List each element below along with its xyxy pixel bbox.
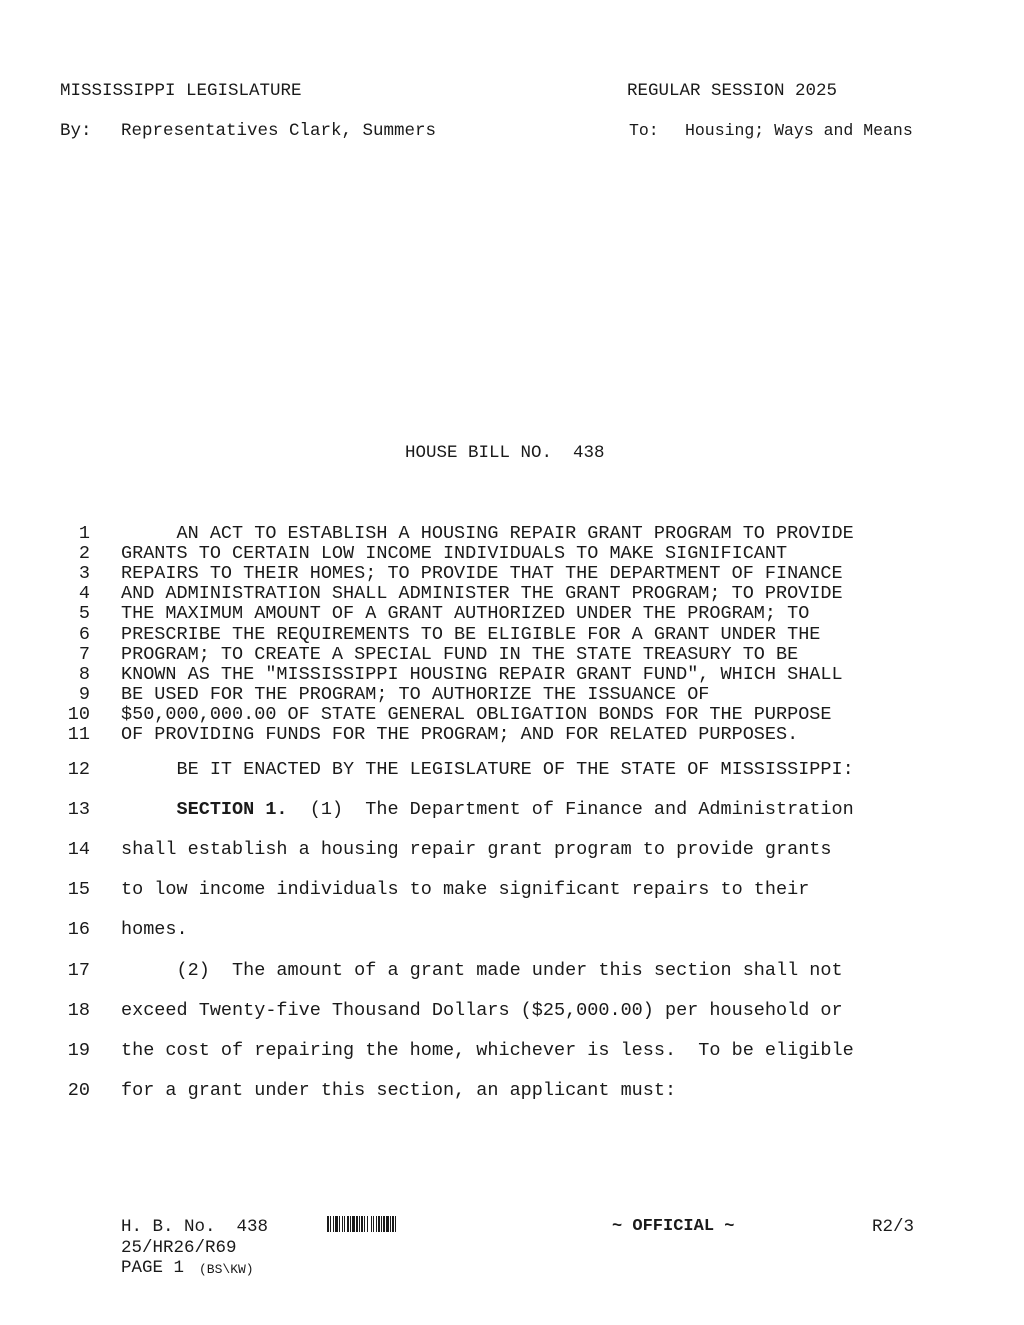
text-line: $50,000,000.00 OF STATE GENERAL OBLIGATION BONDS FOR THE PURPOSE	[121, 703, 832, 725]
line-number: 13	[67, 799, 90, 821]
line-number: 9	[78, 683, 90, 705]
text-line: GRANTS TO CERTAIN LOW INCOME INDIVIDUALS TO MAKE SIGNIFICANT	[121, 543, 788, 565]
line-number: 10	[67, 703, 90, 725]
line-number: 12	[67, 759, 90, 780]
text-line: REPAIRS TO THEIR HOMES; TO PROVIDE THAT THE DEPARTMENT OF FINANCE	[121, 563, 843, 585]
page-number: PAGE 1	[121, 1258, 185, 1278]
line-number: 2	[78, 543, 90, 565]
text-line	[121, 799, 854, 820]
line-number: 7	[78, 643, 90, 665]
text-line: PROGRAM; TO CREATE A SPECIAL FUND IN THE STATE TREASURY TO BE	[121, 643, 799, 665]
line-number: 1	[78, 523, 90, 544]
legislature-name: MISSISSIPPI LEGISLATURE	[60, 81, 302, 101]
line-number: 5	[78, 603, 90, 625]
line-number: 18	[67, 999, 90, 1021]
line-number: 15	[67, 879, 90, 901]
text-line: AND ADMINISTRATION SHALL ADMINISTER THE GRANT PROGRAM; TO PROVIDE	[121, 583, 843, 605]
committees: Housing; Ways and Means	[685, 121, 913, 140]
text-line: to low income individuals to make significant repairs to their	[121, 879, 810, 901]
by-label: By:	[60, 121, 92, 141]
text-line: homes.	[121, 919, 188, 941]
text-line: KNOWN AS THE "MISSISSIPPI HOUSING REPAIR GRANT FUND", WHICH SHALL	[121, 663, 843, 685]
line-number: 11	[67, 724, 90, 745]
line-text: (1) The Department of Finance and Administration	[287, 799, 854, 821]
text-line: for a grant under this section, an applicant must:	[121, 1079, 677, 1101]
text-line: BE IT ENACTED BY THE LEGISLATURE OF THE STATE OF MISSISSIPPI:	[121, 759, 854, 780]
sponsors: Representatives Clark, Summers	[121, 121, 437, 141]
version-label: R2/3	[872, 1217, 915, 1237]
line-number: 8	[78, 663, 90, 685]
drafter-initials: (BS\KW)	[199, 1262, 254, 1277]
text-line: AN ACT TO ESTABLISH A HOUSING REPAIR GRANT PROGRAM TO PROVIDE	[121, 523, 854, 544]
line-number: 16	[67, 919, 90, 941]
text-line: THE MAXIMUM AMOUNT OF A GRANT AUTHORIZED UNDER THE PROGRAM; TO	[121, 603, 810, 625]
line-number: 20	[67, 1079, 90, 1101]
section-heading: SECTION 1.	[176, 799, 288, 821]
text-line: exceed Twenty-five Thousand Dollars ($25,000.00) per household or	[121, 999, 843, 1021]
text-line: the cost of repairing the home, whichever is less. To be eligible	[121, 1039, 854, 1061]
to-label: To:	[629, 121, 659, 140]
line-number: 4	[78, 583, 90, 605]
session-label: REGULAR SESSION 2025	[627, 81, 838, 101]
text-line: PRESCRIBE THE REQUIREMENTS TO BE ELIGIBLE FOR A GRANT UNDER THE	[121, 623, 821, 645]
footer-bill-ref: H. B. No. 438	[121, 1217, 269, 1237]
barcode-image	[327, 1216, 461, 1232]
footer-code: 25/HR26/R69	[121, 1238, 237, 1258]
line-number: 3	[78, 563, 90, 585]
text-line: BE USED FOR THE PROGRAM; TO AUTHORIZE THE ISSUANCE OF	[121, 683, 710, 705]
text-line: OF PROVIDING FUNDS FOR THE PROGRAM; AND FOR RELATED PURPOSES.	[121, 724, 799, 745]
bill-title: HOUSE BILL NO. 438	[405, 443, 605, 463]
line-number: 17	[67, 959, 90, 981]
line-number: 6	[78, 623, 90, 645]
line-number: 14	[67, 839, 90, 861]
official-label: ~ OFFICIAL ~	[612, 1217, 735, 1236]
text-line: shall establish a housing repair grant program to provide grants	[121, 839, 832, 861]
line-number: 19	[67, 1039, 90, 1061]
text-line: (2) The amount of a grant made under this section shall not	[121, 959, 843, 981]
